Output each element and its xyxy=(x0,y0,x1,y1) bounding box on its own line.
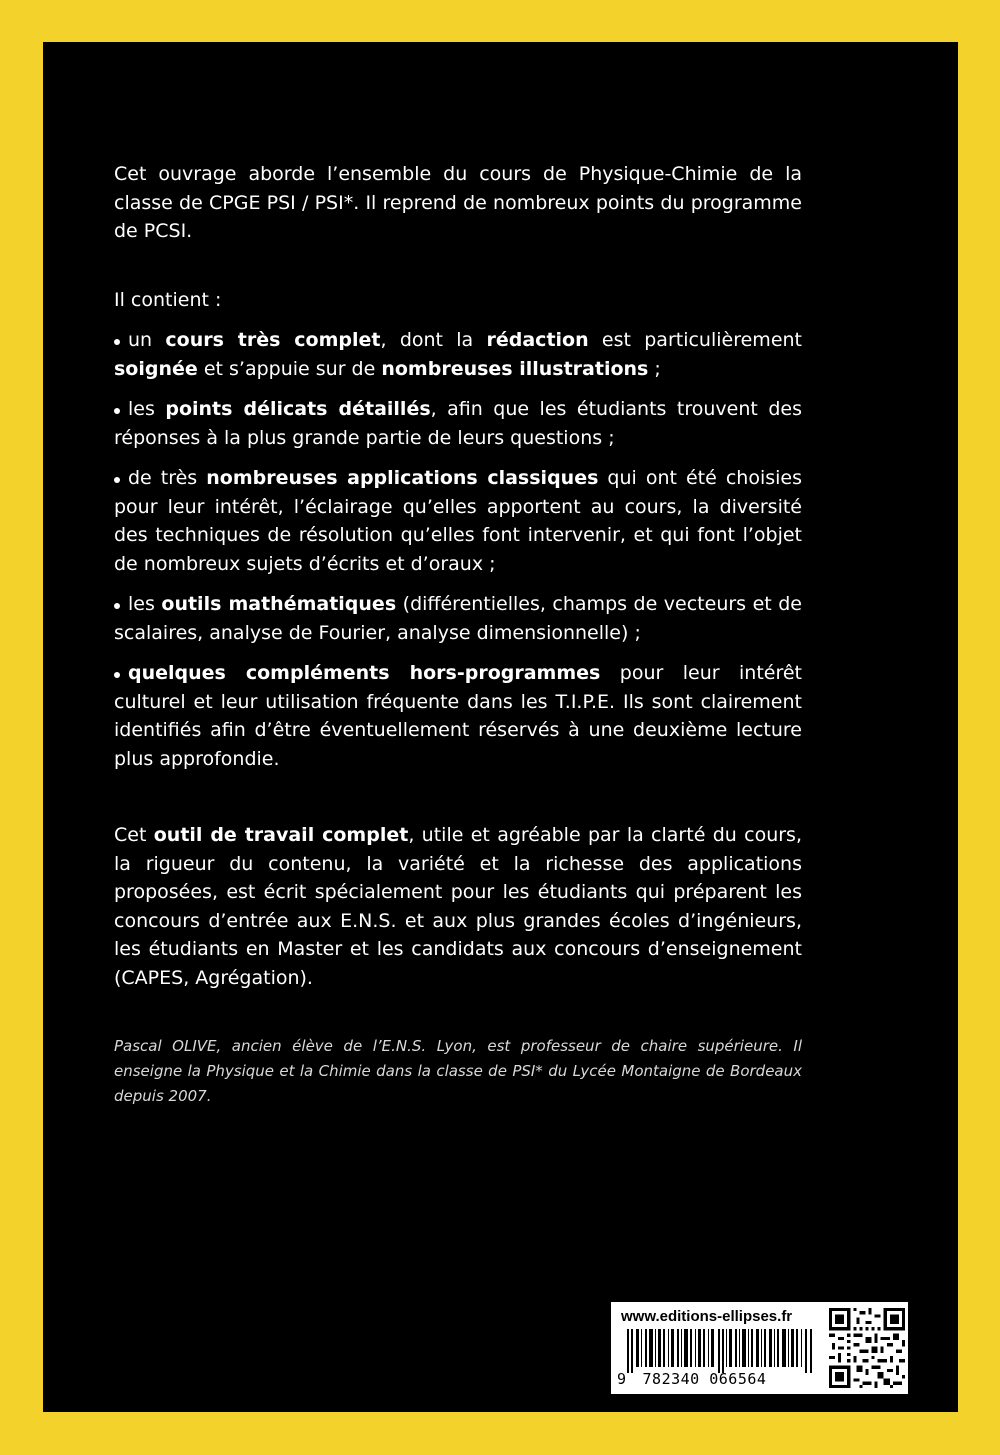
bullet-icon xyxy=(114,672,120,678)
list-item: les points délicats détaillés, afin que les étudiants trouvent des réponses à la plus grande partie de leurs questions ; xyxy=(114,398,802,449)
bullet-icon xyxy=(114,477,120,483)
back-cover-text xyxy=(114,160,802,1109)
list-item: les outils mathématiques (différentielles, champs de vecteurs et de scalaires, analyse de Fourier, analyse dimensionnelle) ; xyxy=(114,593,802,644)
qr-code-icon xyxy=(829,1308,905,1388)
intro-paragraph: Cet ouvrage aborde l’ensemble du cours de Physique-Chimie de la classe de CPGE PSI / PSI*. Il reprend de nombreux points du programme de PCSI. xyxy=(114,163,802,242)
publisher-tag xyxy=(611,1302,908,1394)
isbn-number: 9 782340 066564 xyxy=(617,1370,767,1388)
bullet-icon xyxy=(114,408,120,414)
conclusion-paragraph: Cet outil de travail complet, utile et agréable par la clarté du cours, la rigueur du contenu, la variété et la richesse des applications proposées, est écrit spécialement pour les étudiants qui préparent les concours d’entrée aux E.N.S. et aux plus grandes écoles d’ingénieurs, les étudiants en Master et les candidats aux concours d’enseignement (CAPES, Agrégation). xyxy=(114,824,802,989)
bullet-icon xyxy=(114,339,120,345)
author-bio: Pascal OLIVE, ancien élève de l’E.N.S. Lyon, est professeur de chaire supérieure. Il enseigne la Physique et la Chimie dans la classe de PSI* du Lycée Montaigne de Bordeaux depuis 2007. xyxy=(114,1037,802,1105)
barcode-icon xyxy=(627,1329,817,1373)
feature-list xyxy=(114,326,802,773)
list-item: un cours très complet, dont la rédaction est particulièrement soignée et s’appuie sur de nombreuses illustrations ; xyxy=(114,329,802,380)
publisher-website[interactable]: www.editions-ellipses.fr xyxy=(621,1308,793,1325)
list-item: de très nombreuses applications classiques qui ont été choisies pour leur intérêt, l’éclairage qu’elles apportent au cours, la diversité des techniques de résolution qu’elles font intervenir, et qui font l’objet de nombreux sujets d’écrits et d’oraux ; xyxy=(114,467,802,575)
contains-label: Il contient : xyxy=(114,288,222,311)
list-item: quelques compléments hors-programmes pour leur intérêt culturel et leur utilisation fréquente dans les T.I.P.E. Ils sont clairement identifiés afin d’être éventuellement réservés à une deuxième lecture plus approfondie. xyxy=(114,662,802,770)
bullet-icon xyxy=(114,603,120,609)
